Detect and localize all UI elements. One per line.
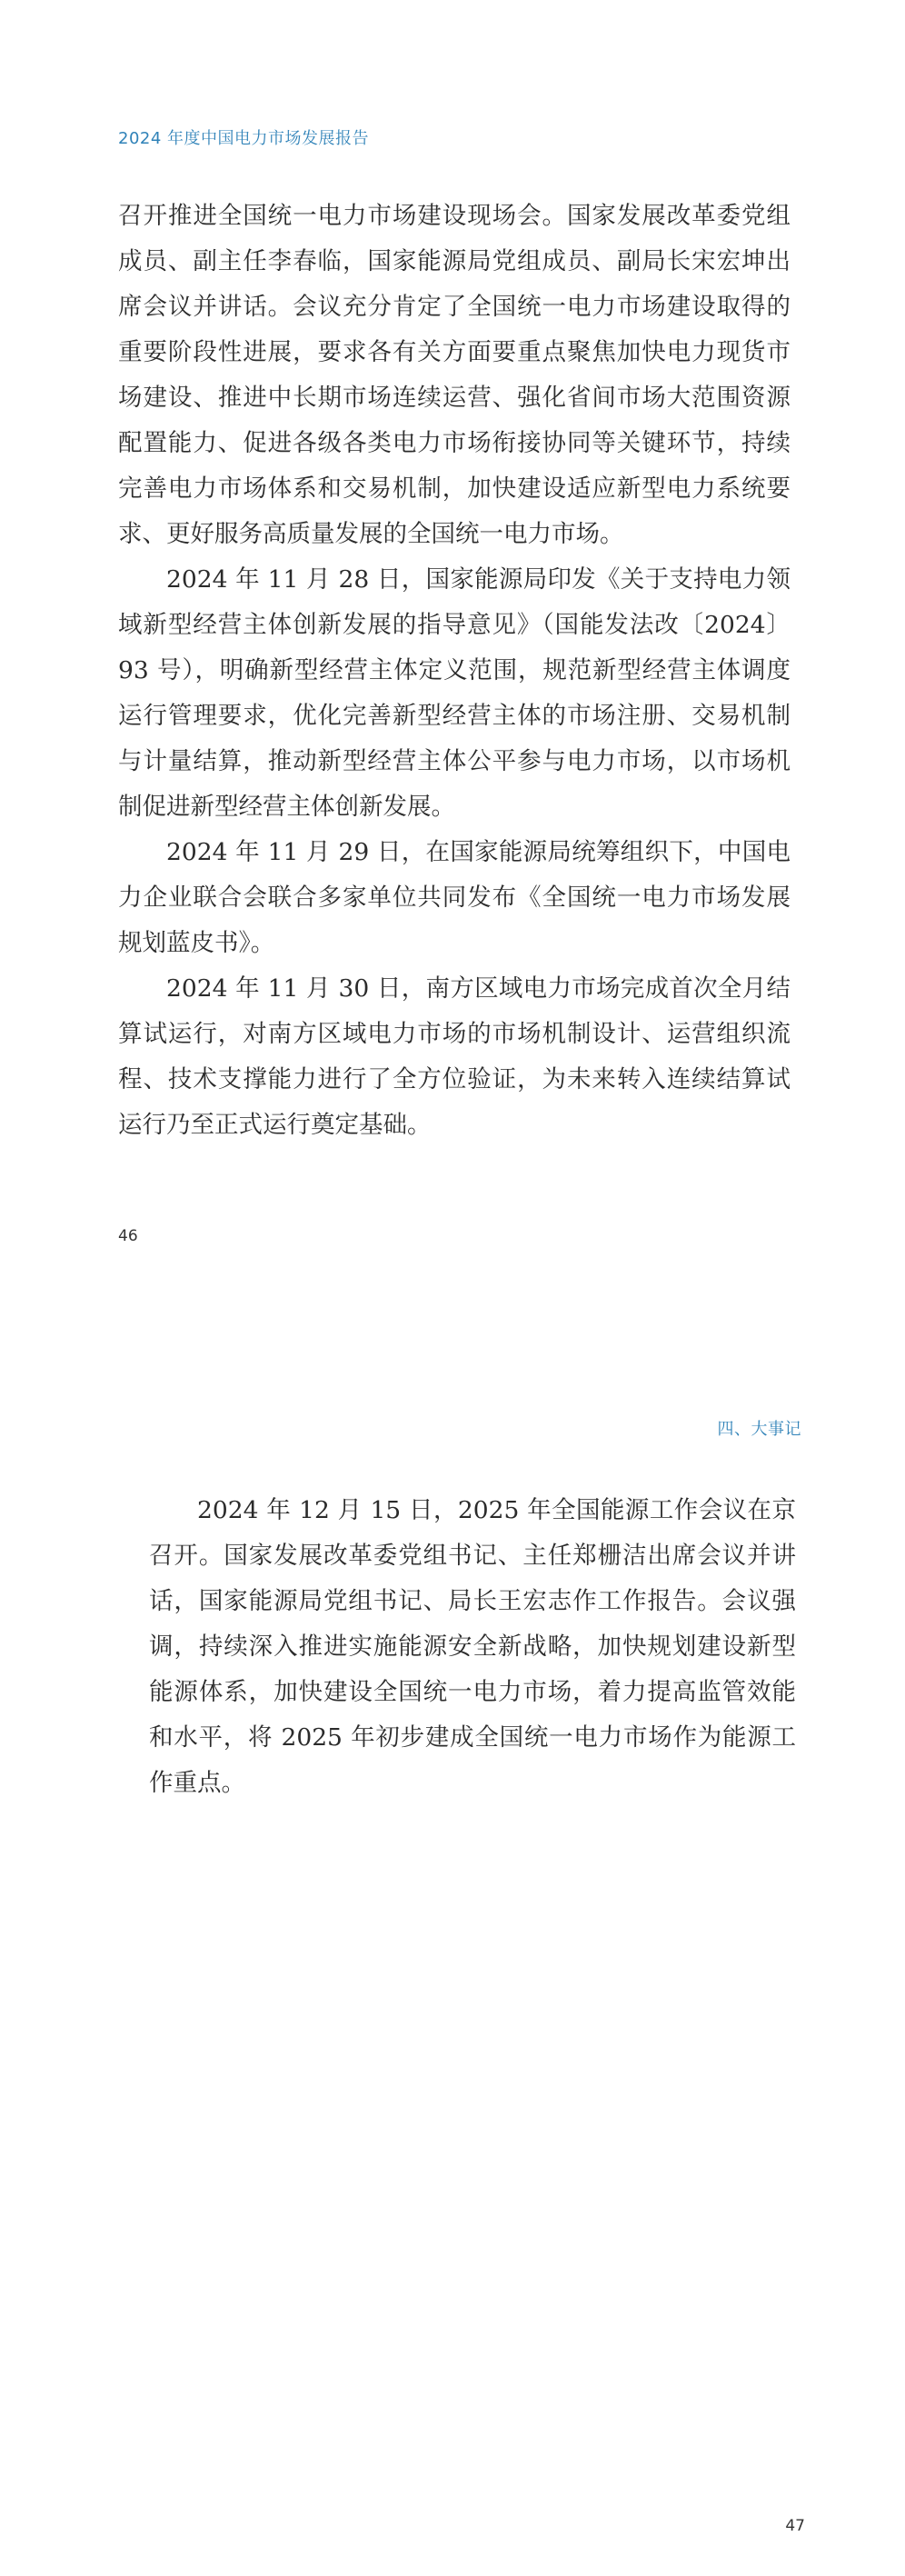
paragraph: 2024 年 12 月 15 日，2025 年全国能源工作会议在京召开。国家发展改革委党组书记、主任郑栅洁出席会议并讲话，国家能源局党组书记、局长王宏志作工作报告。会议强调，持续深入推进实施能源安全新战略，加快规划建设新型能源体系，加快建设全国统一电力市场，着力提高监管效能和水平，将 2025 年初步建成全国统一电力市场作为能源工作重点。	[149, 1496, 796, 1797]
paragraph: 2024 年 11 月 29 日，在国家能源局统筹组织下，中国电力企业联合会联合多家单位共同发布《全国统一电力市场发展规划蓝皮书》。	[118, 838, 791, 957]
paragraph: 2024 年 11 月 28 日，国家能源局印发《关于支持电力领域新型经营主体创新发展的指导意见》（国能发法改〔2024〕93 号），明确新型经营主体定义范围，规范新型经营主体调度运行管理要求，优化完善新型经营主体的市场注册、交易机制与计量结算，推动新型经营主体公平参与电力市场，以市场机制促进新型经营主体创新发展。	[118, 565, 791, 821]
paragraph: 召开推进全国统一电力市场建设现场会。国家发展改革委党组成员、副主任李春临，国家能源局党组成员、副局长宋宏坤出席会议并讲话。会议充分肯定了全国统一电力市场建设取得的重要阶段性进展，要求各有关方面要重点聚焦加快电力现货市场建设、推进中长期市场连续运营、强化省间市场大范围资源配置能力、促进各级各类电力市场衔接协同等关键环节，持续完善电力市场体系和交易机制，加快建设适应新型电力系统要求、更好服务高质量发展的全国统一电力市场。	[118, 202, 791, 548]
page-number: 46	[118, 1227, 138, 1245]
page-number: 47	[785, 2517, 805, 2535]
paragraph: 2024 年 11 月 30 日，南方区域电力市场完成首次全月结算试运行，对南方区域电力市场的市场机制设计、运营组织流程、技术支撑能力进行了全方位验证，为未来转入连续结算试运行乃至正式运行奠定基础。	[118, 974, 791, 1139]
body-text	[149, 1488, 796, 1806]
report-title-header: 2024 年度中国电力市场发展报告	[118, 129, 370, 148]
body-text	[118, 194, 791, 1148]
section-title-header: 四、大事记	[717, 1420, 801, 1439]
page-47	[0, 1288, 905, 2576]
